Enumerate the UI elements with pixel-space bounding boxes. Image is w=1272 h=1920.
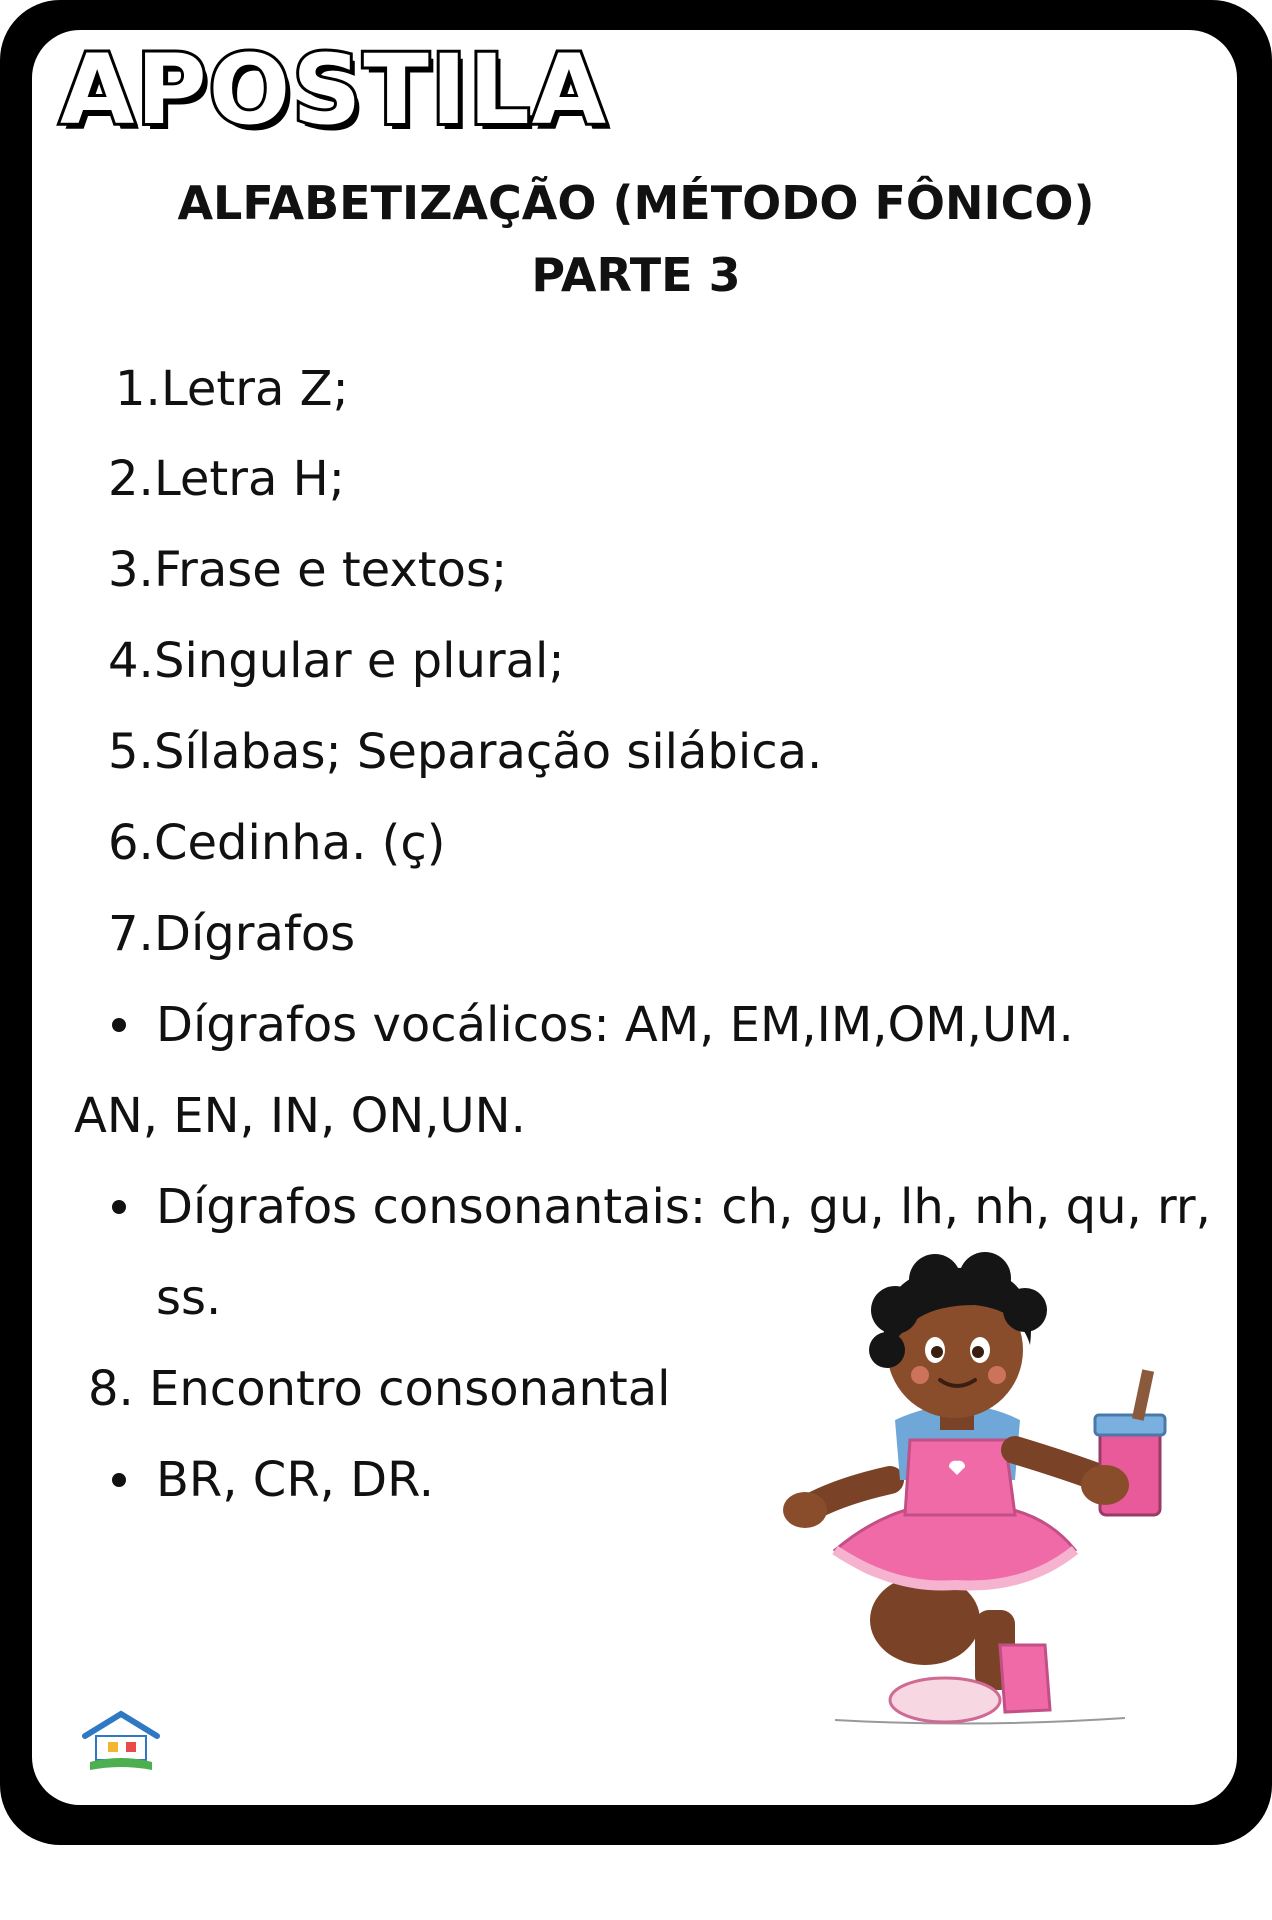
- bullet-icon: [112, 1018, 126, 1032]
- bullet-item-continuation: ss.: [156, 1270, 222, 1326]
- list-item-number: 6.: [108, 815, 154, 871]
- list-item: [108, 633, 565, 689]
- list-item-number: 5.: [108, 724, 154, 780]
- subtitle-line2: PARTE 3: [531, 248, 741, 302]
- main-title: APOSTILA: [60, 34, 609, 146]
- school-house-logo: [80, 1710, 162, 1774]
- list-item: 8. Encontro consonantal: [88, 1361, 671, 1417]
- list-item: [108, 724, 823, 780]
- bullet-item-text: BR, CR, DR.: [156, 1452, 435, 1508]
- list-item-number: 2.: [108, 451, 154, 507]
- list-item-number: 1.: [115, 361, 161, 417]
- list-item-text: Letra Z;: [161, 361, 349, 417]
- bullet-item-text: Dígrafos consonantais: ch, gu, lh, nh, qu, rr,: [156, 1179, 1211, 1235]
- list-item-text: Sílabas; Separação silábica.: [154, 724, 823, 780]
- subtitle-line1: ALFABETIZAÇÃO (MÉTODO FÔNICO): [177, 176, 1095, 230]
- list-item-text: Singular e plural;: [154, 633, 565, 689]
- bullet-icon: [112, 1473, 126, 1487]
- list-item-text: Frase e textos;: [154, 542, 508, 598]
- list-item-number: 4.: [108, 633, 154, 689]
- list-item: [108, 906, 356, 962]
- list-item: [108, 815, 446, 871]
- bullet-item-text: Dígrafos vocálicos: AM, EM,IM,OM,UM.: [156, 997, 1074, 1053]
- bullet-icon: [112, 1200, 126, 1214]
- list-item-number: 7.: [108, 906, 154, 962]
- list-item: [108, 451, 345, 507]
- list-item-text: Dígrafos: [154, 906, 356, 962]
- list-item-number: 3.: [108, 542, 154, 598]
- list-item-text: Cedinha. (ç): [154, 815, 446, 871]
- bullet-item-continuation: AN, EN, IN, ON,UN.: [74, 1088, 526, 1144]
- list-item: [115, 361, 349, 417]
- girl-with-cup-illustration: [775, 1250, 1195, 1740]
- list-item: [108, 542, 508, 598]
- list-item-text: Letra H;: [154, 451, 345, 507]
